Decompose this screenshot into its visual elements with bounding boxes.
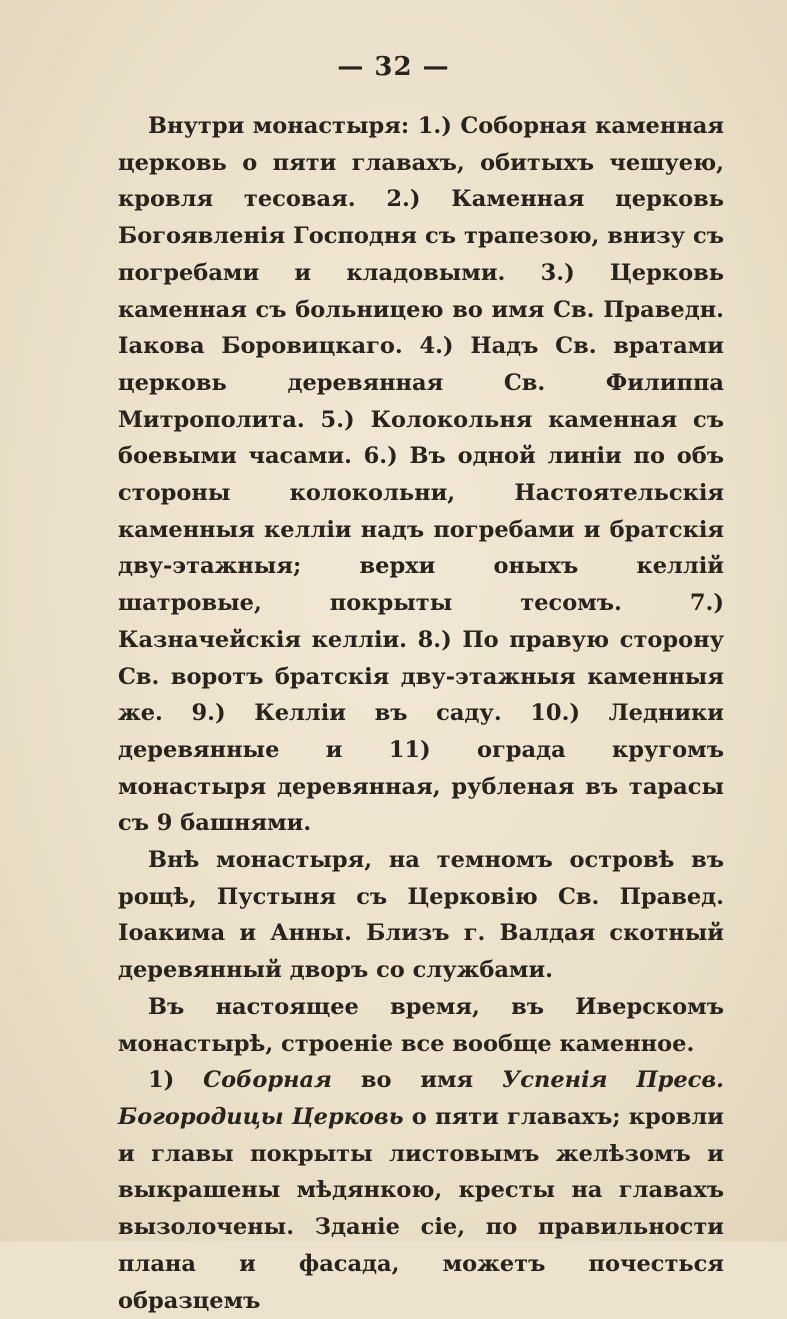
- paragraph-present-time: Въ настоящее время, въ Иверскомъ монастырѣ, строеніе все вообще каменное.: [118, 993, 724, 1057]
- italic-cathedral: Соборная: [203, 1067, 332, 1094]
- paragraph-monastery-interior: Внутри монастыря: 1.) Соборная каменная церковь о пяти главахъ, обитыхъ чешуею, кровля тесовая. 2.) Каменная церковь Богоявленія Господня съ трапезою, внизу съ погребами и кладовыми. 3.) Церковь каменная съ больницею во имя Св. Праведн. Іакова Боровицкаго. 4.) Надъ Св. вратами церковь деревянная Св. Филиппа Митрополита. 5.) Колокольня каменная съ боевыми часами. 6.) Въ одной линіи по объ стороны колокольни, Настоятельскія каменныя келліи надъ погребами и братскія дву-этажныя; верхи оныхъ келлій шатровые, покрыты тесомъ. 7.) Казначейскія келліи. 8.) По правую сторону Св. воротъ братскія дву-этажныя каменныя же. 9.) Келліи въ саду. 10.) Ледники деревянные и 11) ограда кругомъ монастыря деревянная, рубленая въ тарасы съ 9 башнями.: [118, 113, 724, 837]
- item-number: 1): [148, 1067, 204, 1094]
- italic-church-name: Успенія Пресв. Богородицы Церковь: [118, 1067, 724, 1130]
- paragraph-cathedral: [118, 1062, 724, 1319]
- paragraph-monastery-exterior: Внѣ монастыря, на темномъ островѣ въ рощѣ, Пустыня съ Церковію Св. Правед. Іоакима и Анны. Близъ г. Валдая скотный деревянный дворъ со службами.: [118, 847, 724, 984]
- page-number: — 32 —: [337, 52, 450, 82]
- text-dedication: во имя: [331, 1067, 503, 1094]
- body-text: [118, 108, 724, 1319]
- text-cathedral-description: о пяти главахъ; кровли и главы покрыты листовымъ желѣзомъ и выкрашены мѣдянкою, кресты на главахъ вызолочены. Зданіе сіе, по правильности плана и фасада, можетъ почесться образцемъ: [118, 1103, 724, 1314]
